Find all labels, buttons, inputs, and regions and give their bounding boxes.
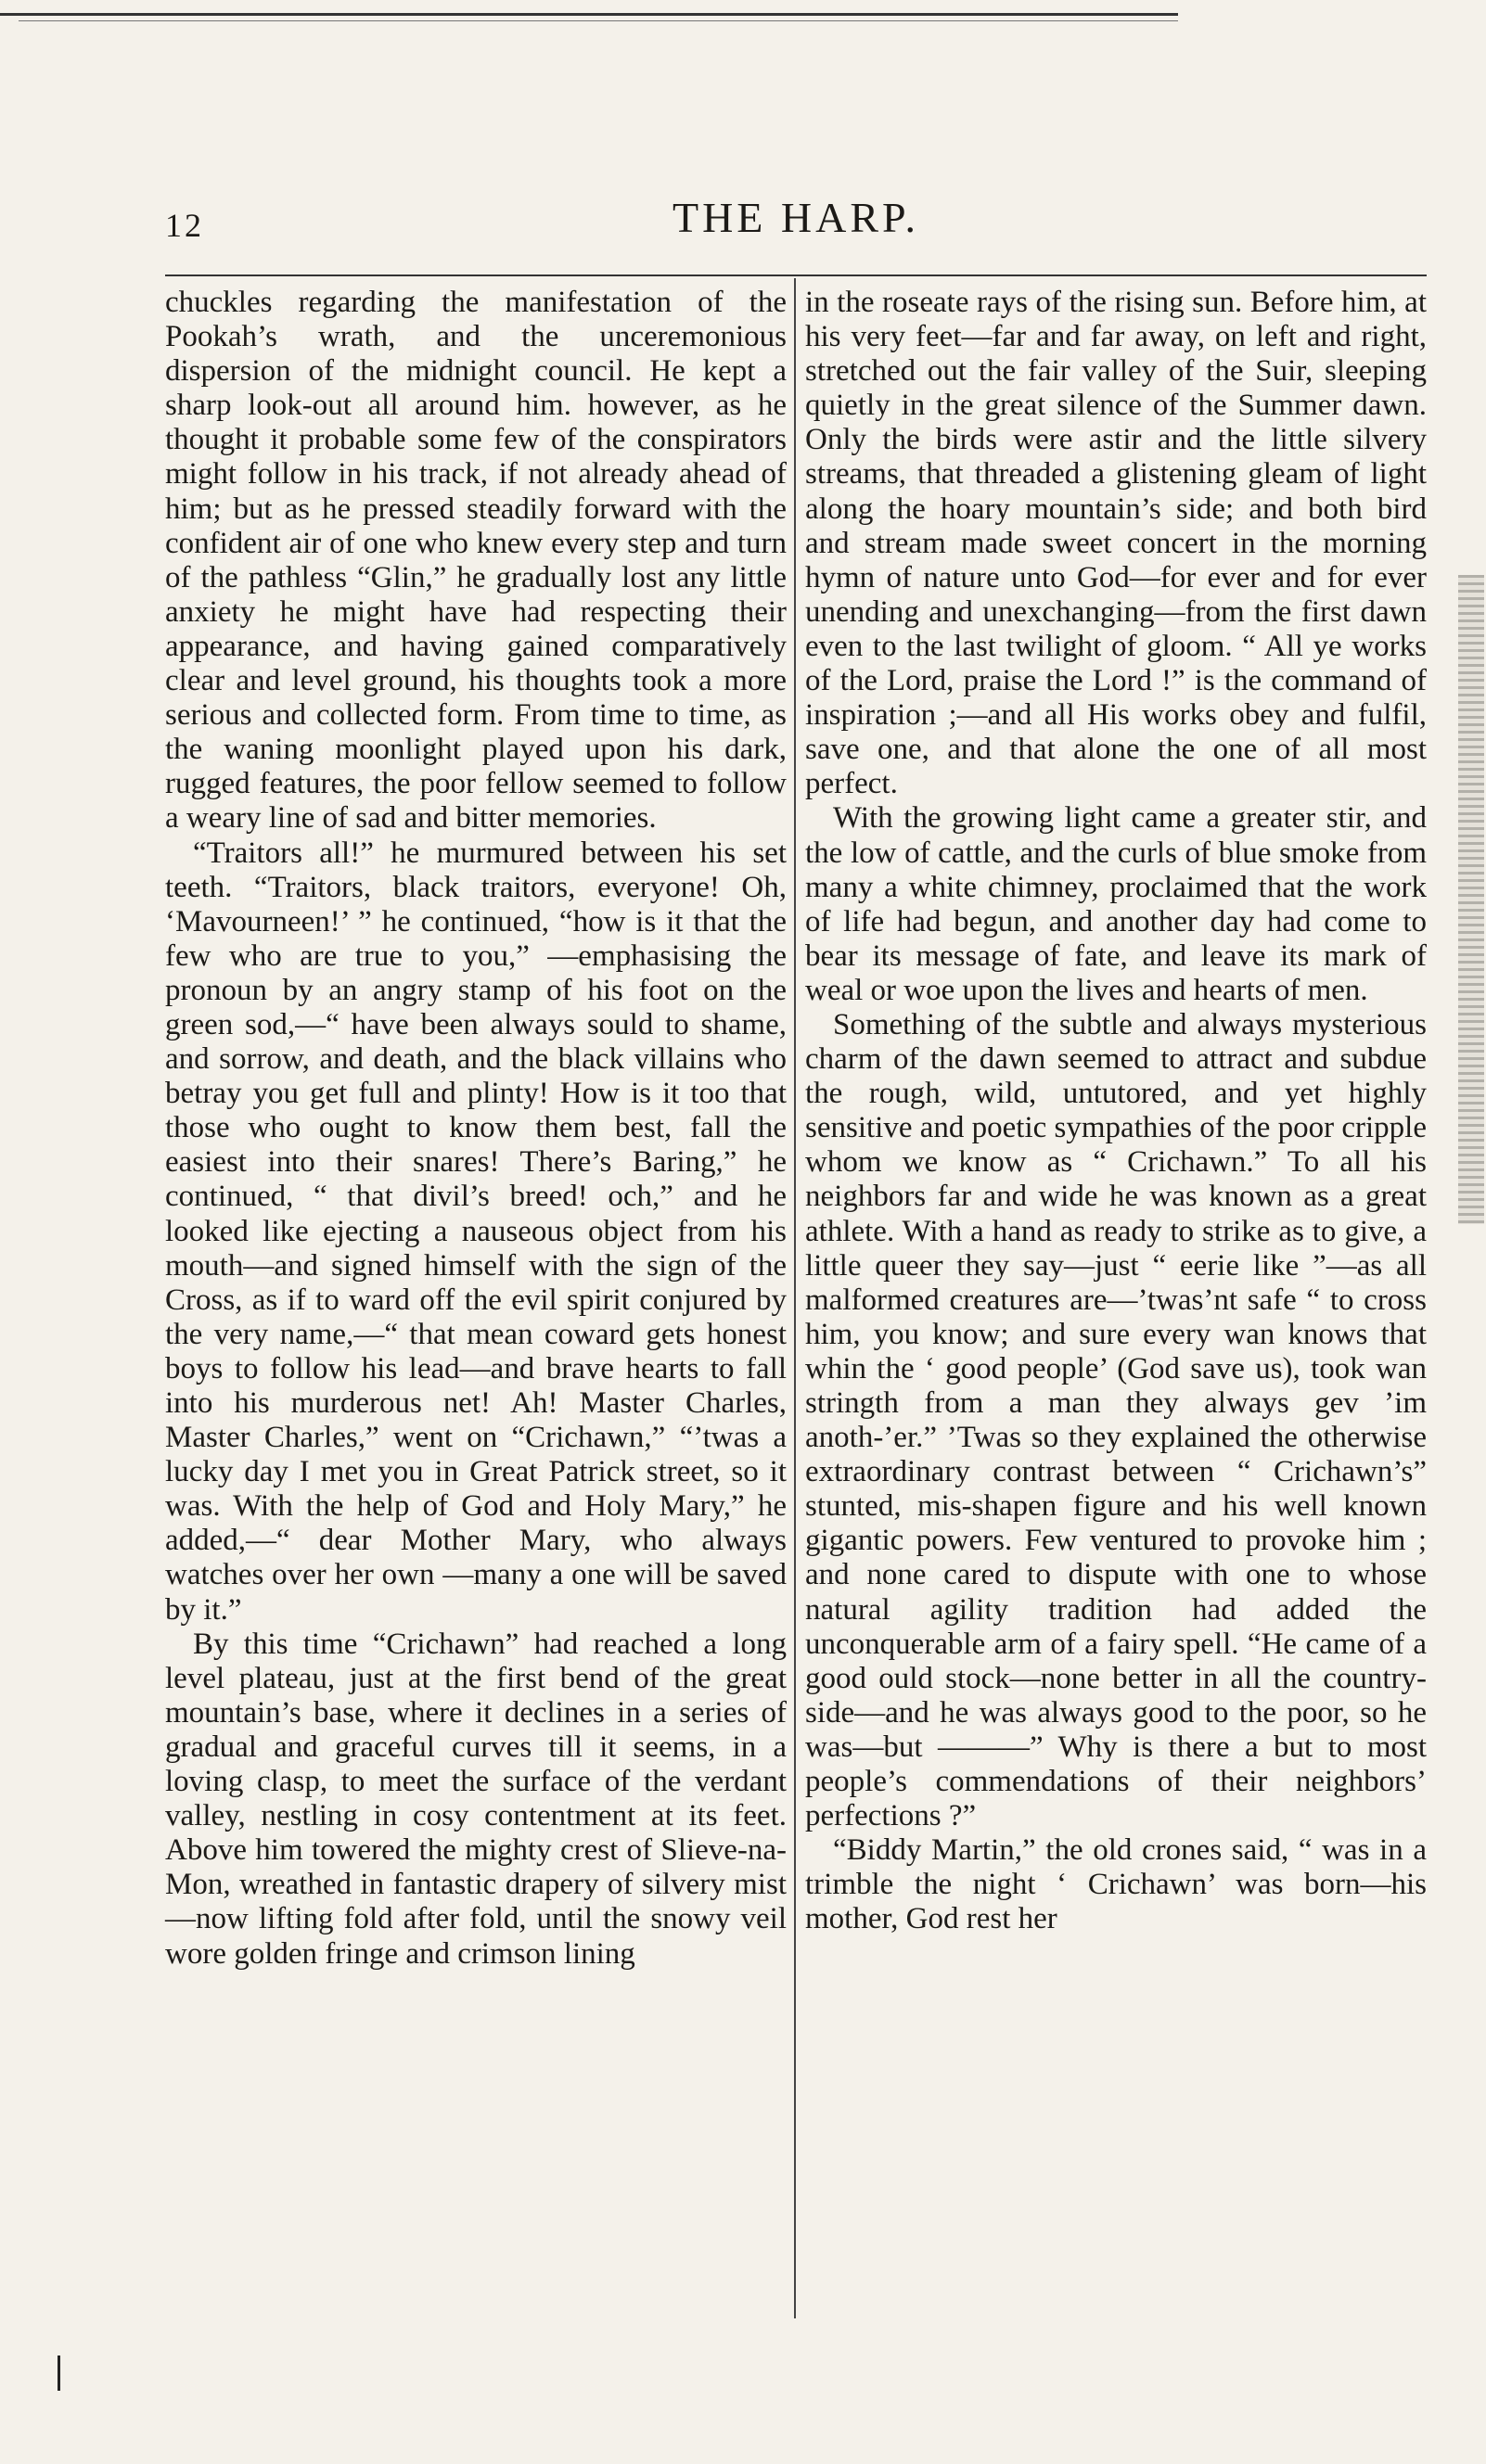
paragraph: chuckles regarding the manifestation of the Pookah’s wrath, and the unceremonious dispersion of the midnight council. He kept a sharp look-out all around him. however, as he thought it probable some few of the conspirators might follow in his track, if not already ahead of him; but as he pressed steadily forward with the confident air of one who knew every step and turn of the pathless “Glin,” he gradually lost any little anxiety he might have had respecting their appearance, and having gained comparatively clear and level ground, his thoughts took a more serious and collected form. From time to time, as the waning moonlight played upon his dark, rugged features, the poor fellow seemed to follow a weary line of sad and bitter memories. xyxy=(165,286,787,836)
ink-mark xyxy=(58,2355,60,2391)
paragraph: By this time “Crichawn” had reached a long level plateau, just at the first bend of the great mountain’s base, where it declines in a series of gradual and graceful curves till it seems, in a loving clasp, to meet the surface of the verdant valley, nestling in cosy contentment at its feet. Above him towered the mighty crest of Slieve-na-Mon, wreathed in fantastic drapery of silvery mist—now lifting fold after fold, until the snowy veil wore golden fringe and crimson lining xyxy=(165,1627,787,1971)
paragraph: With the growing light came a greater stir, and the low of cattle, and the curls of blue smoke from many a white chimney, proclaimed that the work of life had begun, and another day had come to bear its message of fate, and leave its mark of weal or woe upon the lives and hearts of men. xyxy=(805,801,1427,1007)
paragraph: in the roseate rays of the rising sun. Before him, at his very feet—far and far away, on left and right, stretched out the fair valley of the Suir, sleeping quietly in the great silence of the Summer dawn. Only the birds were astir and the little silvery streams, that threaded a glistening gleam of light along the hoary mountain’s side; and both bird and stream made sweet concert in the morning hymn of nature unto God—for ever and for ever unending and unexchanging—from the first dawn even to the last twilight of gloom. “ All ye works of the Lord, praise the Lord !” is the command of inspiration ;—and all His works obey and fulfil, save one, and that alone the one of all most perfect. xyxy=(805,286,1427,801)
scan-edge-artifact xyxy=(1458,575,1484,1224)
top-rule-secondary xyxy=(19,20,1178,21)
top-rule xyxy=(0,13,1178,16)
paragraph: “Traitors all!” he murmured between his set teeth. “Traitors, black traitors, everyone! Oh, ‘Mavourneen!’ ” he continued, “how is it that the few who are true to you,” —emphasising the pronoun by an angry stamp of his foot on the green sod,—“ have been always sould to shame, and sorrow, and death, and the black villains who betray you get full and plinty! How is it too that those who ought to know them best, fall the easiest into their snares! There’s Baring,” he continued, “ that divil’s breed! och,” and he looked like ejecting a nauseous object from his mouth—and signed himself with the sign of the Cross, as if to ward off the evil spirit conjured by the very name,—“ that mean coward gets honest boys to follow his lead—and brave hearts to fall into his murderous net! Ah! Master Charles, Master Charles,” went on “Crichawn,” “’twas a lucky day I met you in Great Patrick street, so it was. With the help of God and Holy Mary,” he added,—“ dear Mother Mary, who always watches over her own —many a one will be saved by it.” xyxy=(165,836,787,1627)
paragraph: “Biddy Martin,” the old crones said, “ was in a trimble the night ‘ Crichawn’ was born—his mother, God rest her xyxy=(805,1833,1427,1936)
header-rule xyxy=(165,274,1427,276)
right-column xyxy=(805,286,1427,1937)
running-head xyxy=(165,193,1427,245)
left-column xyxy=(165,286,787,1972)
page-number: 12 xyxy=(165,207,204,244)
paragraph: Something of the subtle and always mysterious charm of the dawn seemed to attract and subdue the rough, wild, untutored, and yet highly sensitive and poetic sympathies of the poor cripple whom we know as “ Crichawn.” To all his neighbors far and wide he was known as a great athlete. With a hand as ready to strike as to give, a little queer they say—just “ eerie like ”—as all malformed creatures are—’twas’nt safe “ to cross him, you know; and sure every wan knows that whin the ‘ good people’ (God save us), took wan stringth from a man they always gev ’im anoth-’er.” ’Twas so they explained the otherwise extraordinary contrast between “ Crichawn’s” stunted, mis-shapen figure and his well known gigantic powers. Few ventured to provoke him ; and none cared to dispute with one to whose natural agility tradition had added the unconquerable arm of a fairy spell. “He came of a good ould stock—none better in all the country-side—and he was always good to the poor, so he was—but ———” Why is there a but to most people’s commendations of their neighbors’ perfections ?” xyxy=(805,1007,1427,1833)
journal-title: THE HARP. xyxy=(672,194,920,241)
column-divider xyxy=(794,278,796,2318)
